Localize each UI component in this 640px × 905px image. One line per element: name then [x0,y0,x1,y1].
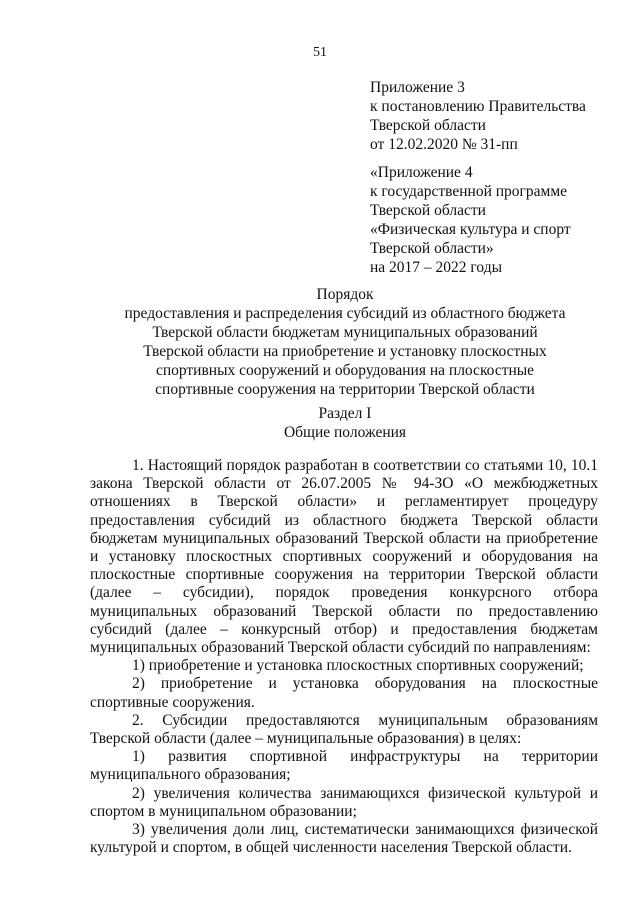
paragraph: 2. Субсидии предоставляются муниципальным образованиям Тверской области (далее – муниципальные образования) в целях: [90,711,598,748]
attachment-line: к постановлению Правительства [370,98,586,115]
program-attachment-header [370,163,571,277]
title-line: Тверской области на приобретение и установку плоскостных [143,343,547,360]
paragraph: 1) развития спортивной инфраструктуры на территории муниципального образования; [90,748,598,784]
program-attachment-line: к государственной программе [370,183,568,200]
attachment-line: от 12.02.2020 № 31-пп [370,136,518,153]
program-attachment-line: Тверской области [370,202,486,219]
document-body [90,457,598,857]
paragraph: 3) увеличения доли лиц, систематически занимающихся физической культурой и спортом, в общей численности населения Тверской области. [90,821,598,857]
title-line: Тверской области бюджетам муниципальных образований [152,324,538,341]
attachment-line: Тверской области [370,117,486,134]
paragraph: 2) увеличения количества занимающихся физической культурой и спортом в муниципальном образовании; [90,784,598,820]
section-number: Раздел I [318,405,372,422]
program-attachment-line: «Приложение 4 [370,164,473,181]
title-line: спортивных сооружений и оборудования на плоскостные [155,362,535,379]
program-attachment-line: «Физическая культура и спорт [370,221,571,238]
attachment-header [370,78,586,154]
paragraph: 1) приобретение и установка плоскостных спортивных сооружений; [132,657,584,675]
program-attachment-line: на 2017 – 2022 годы [370,259,502,276]
title-line: спортивные сооружения на территории Тверской области [155,381,535,398]
paragraph: 1. Настоящий порядок разработан в соответствии со статьями 10, 10.1 закона Тверской области от 26.07.2005 № 94-ЗО «О межбюджетных отношениях в Тверской области» и регламентирует процедуру предоставления субсидий из областного бюджета Тверской области бюджетам муниципальных образований Тверской области на приобретение и установку плоскостных спортивных сооружений и оборудования на плоскостные спортивные сооружения на территории Тверской области (далее – субсидии), порядок проведения конкурсного отбора муниципальных образований Тверской области по предоставлению субсидий (далее – конкурсный отбор) и предоставления бюджетам муниципальных образований Тверской области субсидий по направлениям: [90,457,598,657]
title-line: Порядок [316,286,374,303]
attachment-line: Приложение 3 [370,79,465,96]
paragraph: 2) приобретение и установка оборудования на плоскостные спортивные сооружения. [90,675,598,711]
program-attachment-line: Тверской области» [370,240,494,257]
page-number: 51 [313,45,327,60]
section-title: Общие положения [283,424,407,441]
section-heading [90,404,600,442]
title-line: предоставления и распределения субсидий из областного бюджета [124,305,566,322]
document-title [90,285,600,399]
